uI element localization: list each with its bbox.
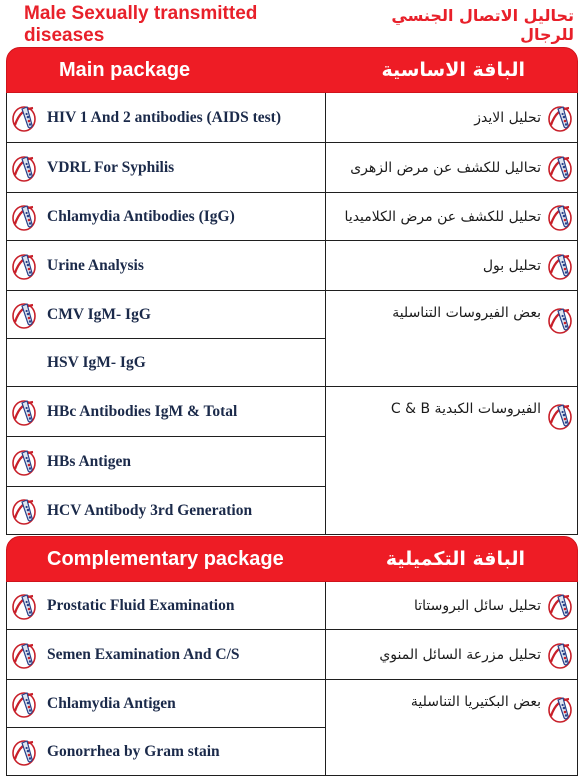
arabic-cell — [326, 680, 577, 776]
arabic-cell — [326, 582, 577, 630]
table-row — [7, 291, 326, 339]
test-name: CMV IgM- IgG — [47, 305, 151, 323]
arabic-cell — [326, 387, 577, 535]
test-name: HIV 1 And 2 antibodies (AIDS test) — [47, 108, 281, 126]
complementary-package-table — [6, 582, 578, 776]
complementary-package-header — [6, 536, 578, 582]
test-name: Prostatic Fluid Examination — [47, 596, 235, 614]
table-row — [7, 143, 326, 193]
table-row — [7, 437, 326, 487]
test-tube-icon — [11, 251, 37, 281]
test-tube-icon — [11, 737, 37, 767]
arabic-cell — [326, 143, 577, 193]
test-tube-icon — [11, 447, 37, 477]
arabic-label: تحليل للكشف عن مرض الكلاميديا — [344, 208, 541, 225]
test-tube-icon — [547, 694, 573, 724]
table-row — [7, 728, 326, 776]
arabic-cell — [326, 291, 577, 387]
arabic-cell — [326, 241, 577, 291]
test-name: Urine Analysis — [47, 256, 144, 274]
arabic-label: تحليل بول — [482, 257, 541, 274]
table-row — [7, 680, 326, 728]
table-row — [7, 93, 326, 143]
arabic-cell — [326, 630, 577, 680]
arabic-label: تحليل مزرعة السائل المنوي — [379, 646, 541, 663]
arabic-label: بعض البكتيريا التناسلية — [410, 694, 541, 710]
arabic-cell — [326, 193, 577, 241]
test-tube-icon — [11, 689, 37, 719]
main-package-label-en: Main package — [59, 58, 191, 81]
test-name: HBs Antigen — [47, 452, 131, 470]
test-tube-icon — [547, 305, 573, 335]
test-tube-icon — [547, 103, 573, 133]
test-name: HCV Antibody 3rd Generation — [47, 501, 253, 519]
table-row — [7, 582, 326, 630]
page-header — [4, 3, 580, 46]
table-row — [7, 241, 326, 291]
test-tube-icon — [11, 496, 37, 526]
test-tube-icon — [11, 397, 37, 427]
test-tube-icon — [547, 202, 573, 232]
test-name: HSV IgM- IgG — [47, 353, 146, 371]
complementary-package-label-ar: الباقة التكميلية — [385, 548, 525, 570]
test-tube-icon — [547, 401, 573, 431]
test-tube-icon — [547, 153, 573, 183]
test-name: Semen Examination And C/S — [47, 645, 240, 663]
test-tube-icon — [11, 640, 37, 670]
test-name: VDRL For Syphilis — [47, 158, 175, 176]
arabic-label: الفيروسات الكبدية C & B — [390, 401, 541, 417]
table-row — [7, 193, 326, 241]
test-tube-icon — [547, 640, 573, 670]
test-tube-icon — [11, 103, 37, 133]
test-tube-icon — [11, 202, 37, 232]
arabic-label: تحليل سائل البروستاتا — [413, 597, 541, 614]
arabic-cell — [326, 93, 577, 143]
test-tube-icon — [11, 591, 37, 621]
test-name: Chlamydia Antigen — [47, 694, 176, 712]
main-package-label-ar: الباقة الاساسية — [381, 59, 525, 81]
page-title-ar: تحاليل الاتصال الجنسي للرجال — [391, 6, 574, 44]
arabic-label: بعض الفيروسات التناسلية — [392, 305, 541, 321]
table-row — [7, 339, 326, 387]
main-package-header — [6, 47, 578, 93]
table-row — [7, 487, 326, 535]
main-package-table — [6, 93, 578, 535]
test-tube-icon — [547, 591, 573, 621]
test-tube-icon — [11, 300, 37, 330]
arabic-label: تحليل الايدز — [474, 109, 541, 126]
table-row — [7, 630, 326, 680]
page-title-en: Male Sexually transmitted diseases — [24, 3, 258, 46]
test-name: HBc Antibodies IgM & Total — [47, 402, 238, 420]
test-name: Gonorrhea by Gram stain — [47, 742, 220, 760]
complementary-package-label-en: Complementary package — [47, 547, 284, 570]
table-row — [7, 387, 326, 437]
test-tube-icon — [11, 153, 37, 183]
test-tube-icon — [547, 251, 573, 281]
test-name: Chlamydia Antibodies (IgG) — [47, 207, 235, 225]
arabic-label: تحاليل للكشف عن مرض الزهرى — [350, 159, 541, 176]
